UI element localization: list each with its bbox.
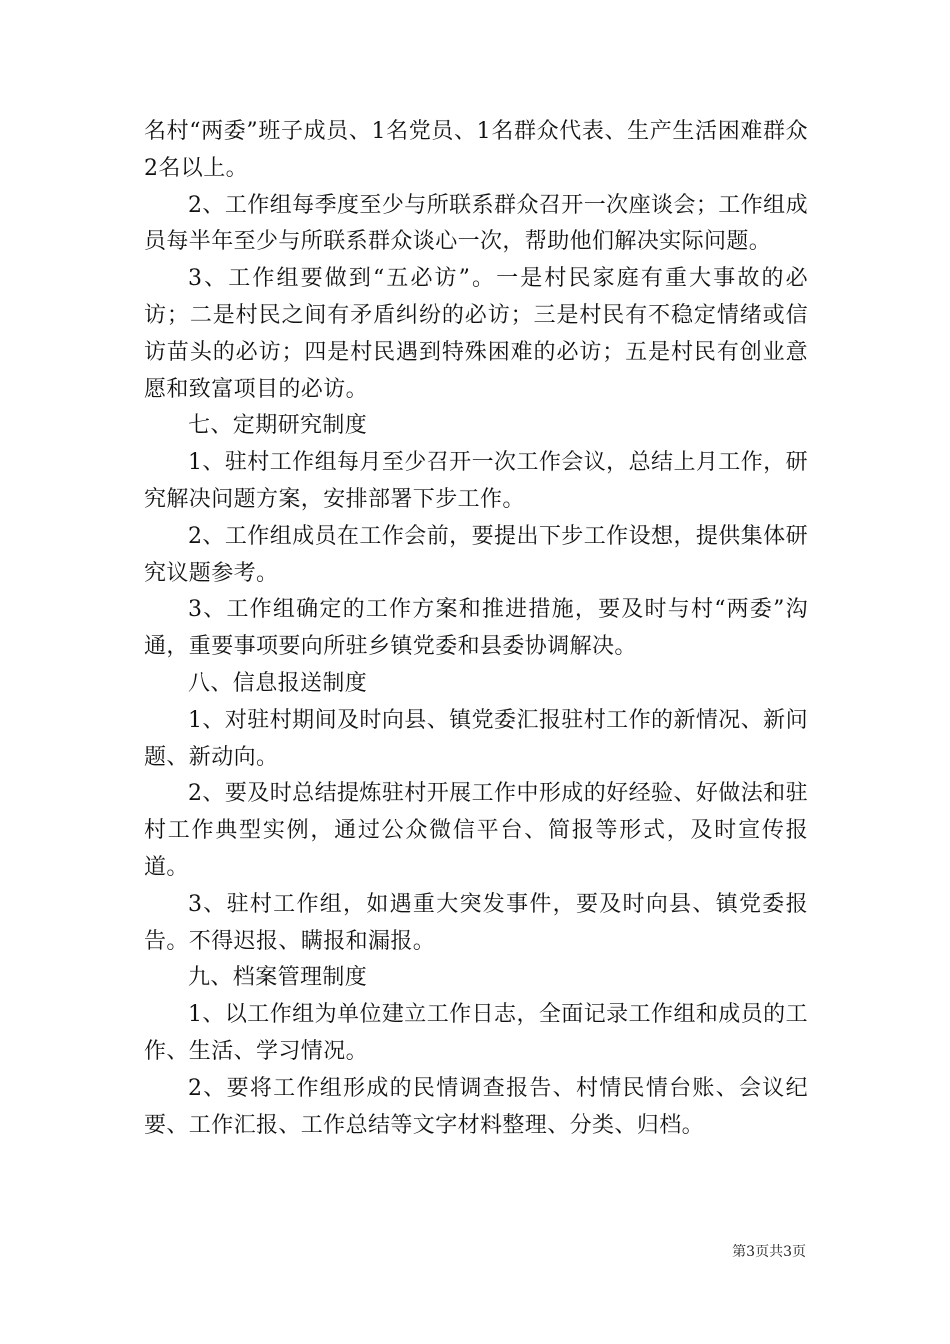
document-body xyxy=(144,114,808,1144)
section-heading: 七、定期研究制度 xyxy=(188,413,368,439)
paragraph: 3、工作组确定的工作方案和推进措施，要及时与村“两委”沟通，重要事项要向所驻乡镇党委和县委协调解决。 xyxy=(144,597,808,660)
section-heading: 八、信息报送制度 xyxy=(188,670,368,696)
paragraph: 3、驻村工作组，如遇重大突发事件，要及时向县、镇党委报告。不得迟报、瞒报和漏报。 xyxy=(144,891,808,954)
paragraph: 2、工作组每季度至少与所联系群众召开一次座谈会；工作组成员每半年至少与所联系群众谈心一次，帮助他们解决实际问题。 xyxy=(144,192,808,255)
paragraph: 2、要将工作组形成的民情调查报告、村情民情台账、会议纪要、工作汇报、工作总结等文字材料整理、分类、归档。 xyxy=(144,1075,808,1138)
paragraph: 1、驻村工作组每月至少召开一次工作会议，总结上月工作，研究解决问题方案，安排部署下步工作。 xyxy=(144,450,808,512)
paragraph: 3、工作组要做到“五必访”。一是村民家庭有重大事故的必访；二是村民之间有矛盾纠纷的必访；三是村民有不稳定情绪或信访苗头的必访；四是村民遇到特殊困难的必访；五是村民有创业意愿和致富项目的必访。 xyxy=(144,266,808,402)
paragraph: 2、要及时总结提炼驻村开展工作中形成的好经验、好做法和驻村工作典型实例，通过公众微信平台、简报等形式，及时宣传报道。 xyxy=(144,781,808,880)
paragraph: 名村“两委”班子成员、1名党员、1名群众代表、生产生活困难群众2名以上。 xyxy=(144,119,808,181)
paragraph: 1、对驻村期间及时向县、镇党委汇报驻村工作的新情况、新问题、新动向。 xyxy=(144,707,808,770)
paragraph: 2、工作组成员在工作会前，要提出下步工作设想，提供集体研究议题参考。 xyxy=(144,523,808,586)
paragraph: 1、以工作组为单位建立工作日志，全面记录工作组和成员的工作、生活、学习情况。 xyxy=(144,1002,808,1064)
section-heading: 九、档案管理制度 xyxy=(188,965,368,991)
page-number-footer: 第3页共3页 xyxy=(732,1244,806,1260)
